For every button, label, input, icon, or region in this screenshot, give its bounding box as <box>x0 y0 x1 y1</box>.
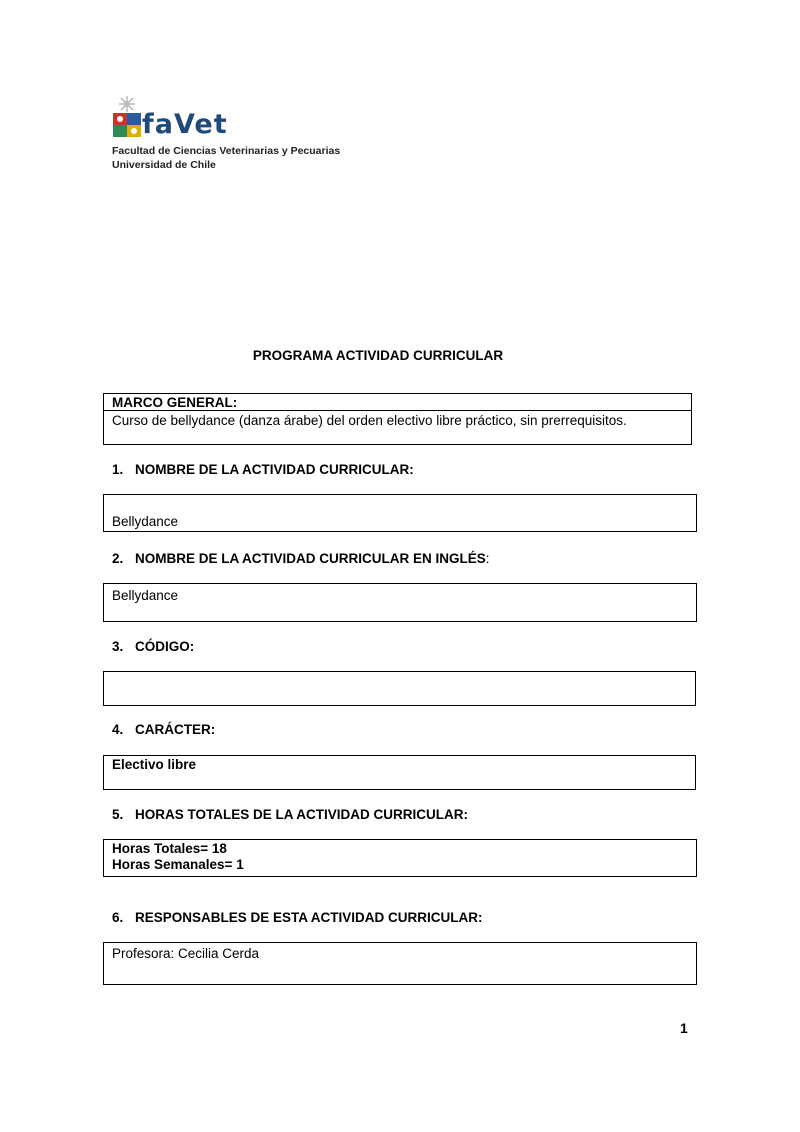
page-number: 1 <box>680 1020 688 1036</box>
logo-wordmark: faVet <box>142 109 228 140</box>
section-box-2 <box>103 583 697 622</box>
course-name: Bellydance <box>112 514 179 529</box>
section-heading-5: 5. HORAS TOTALES DE LA ACTIVIDAD CURRICULAR: <box>112 807 468 822</box>
section-box-1 <box>103 494 697 532</box>
university-crest-icon <box>112 94 142 144</box>
total-hours: Horas Totales= 18 <box>112 841 227 856</box>
section-heading-6: 6. RESPONSABLES DE ESTA ACTIVIDAD CURRICULAR: <box>112 910 483 925</box>
document-title: PROGRAMA ACTIVIDAD CURRICULAR <box>252 348 504 363</box>
marco-general-box <box>103 393 692 445</box>
course-character: Electivo libre <box>112 757 197 772</box>
section-heading-1: 1. NOMBRE DE LA ACTIVIDAD CURRICULAR: <box>112 462 414 477</box>
course-name-english: Bellydance <box>112 588 179 603</box>
faculty-logo <box>112 94 342 174</box>
section-heading-3: 3. CÓDIGO: <box>112 639 195 654</box>
section-box-4 <box>103 755 696 790</box>
weekly-hours: Horas Semanales= 1 <box>112 857 244 872</box>
marco-general-text: Curso de bellydance (danza árabe) del orden electivo libre práctico, sin prerrequisitos. <box>112 413 627 428</box>
marco-general-label: MARCO GENERAL: <box>112 395 238 410</box>
divider <box>104 410 691 411</box>
section-box-6 <box>103 942 697 985</box>
section-box-3 <box>103 671 696 706</box>
course-instructor: Profesora: Cecilia Cerda <box>112 946 260 961</box>
section-box-5 <box>103 839 697 877</box>
faculty-name: Facultad de Ciencias Veterinarias y Pecuarias <box>112 145 341 157</box>
section-heading-4: 4. CARÁCTER: <box>112 722 216 737</box>
university-name: Universidad de Chile <box>112 159 216 171</box>
section-heading-2: 2. NOMBRE DE LA ACTIVIDAD CURRICULAR EN INGLÉS: <box>112 551 490 566</box>
